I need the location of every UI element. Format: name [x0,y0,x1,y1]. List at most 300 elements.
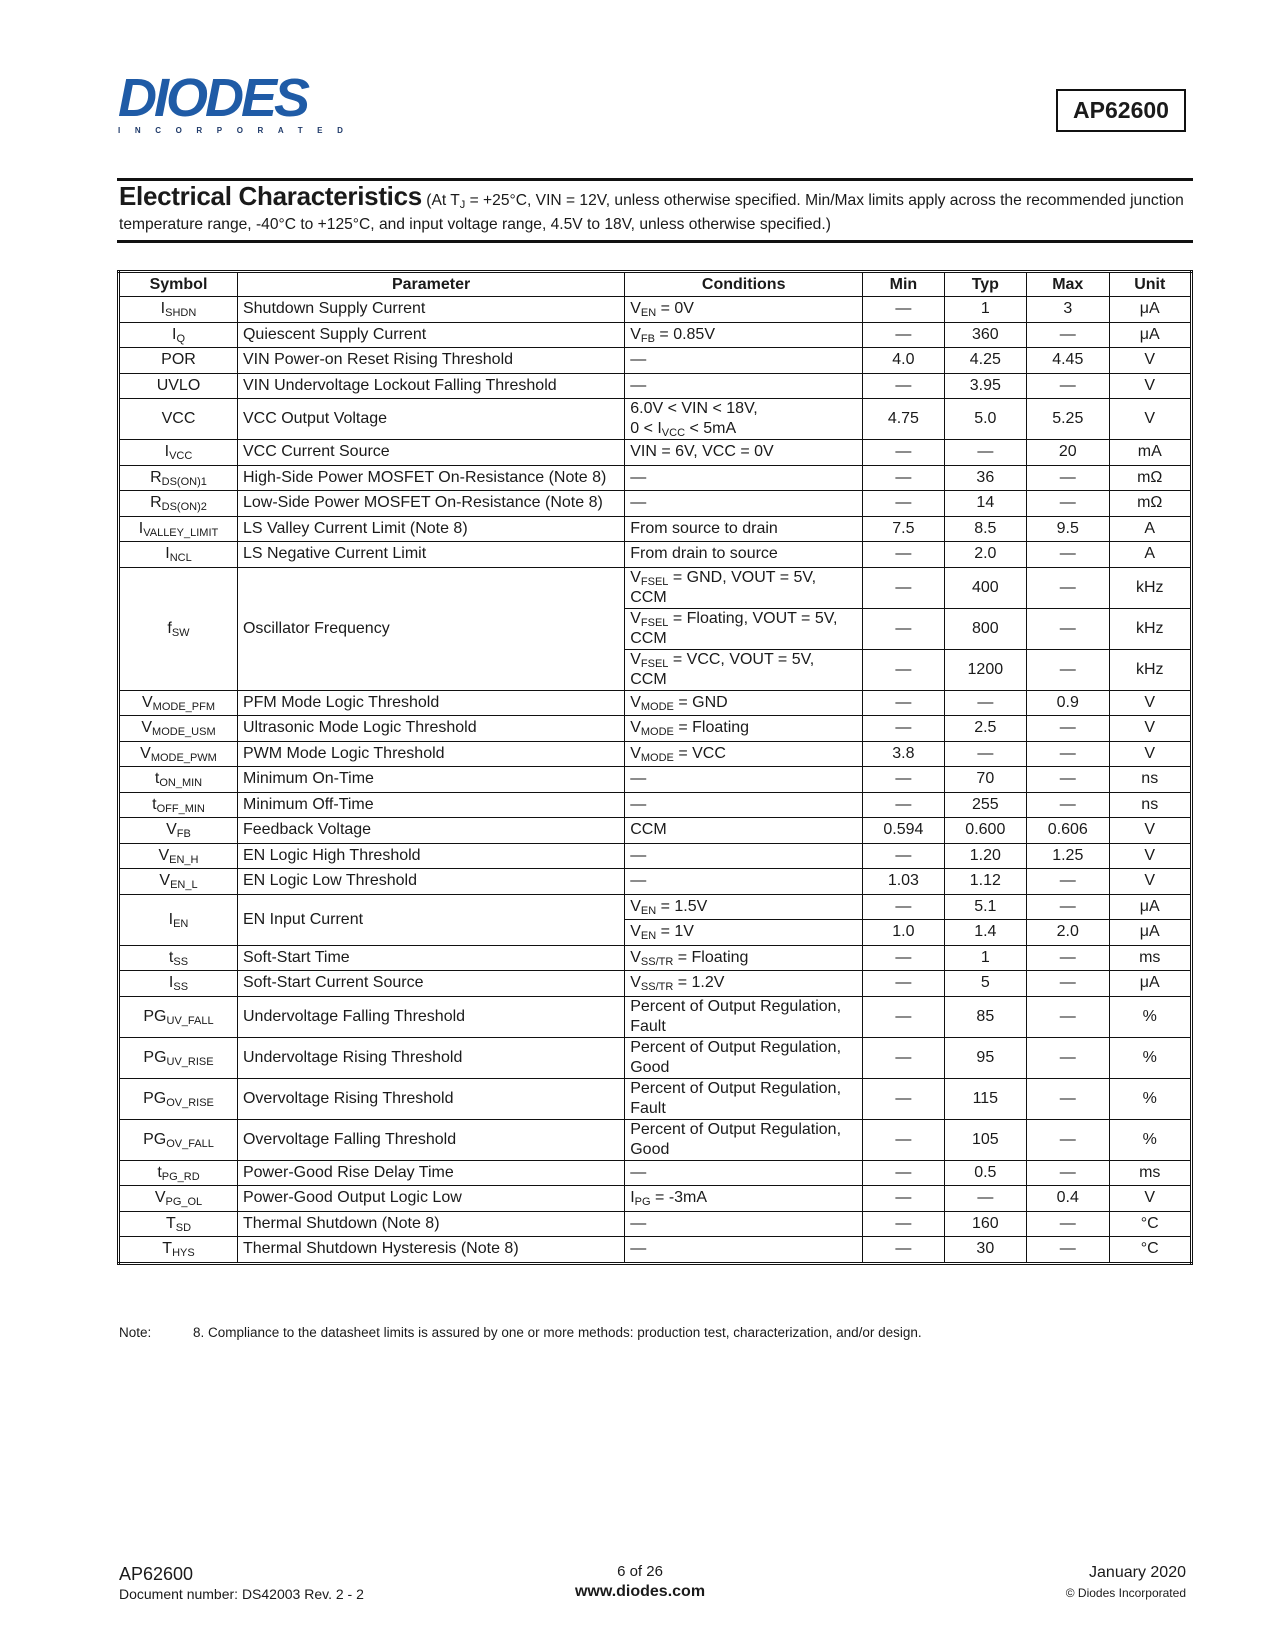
parameter-cell: LS Negative Current Limit [237,542,624,568]
max-cell: — [1027,322,1109,348]
symbol-cell [119,741,238,767]
condition-line [630,468,857,488]
unit-cell: ms [1109,945,1192,971]
symbol-subscript: EN_H [169,853,199,866]
max-cell: 2.0 [1027,920,1109,946]
text: = 0V [656,300,694,318]
text: — [630,846,647,864]
parameter-cell: Minimum Off-Time [237,792,624,818]
typ-cell: 1.4 [944,920,1026,946]
parameter-cell: Feedback Voltage [237,818,624,844]
symbol-cell [119,945,238,971]
section-heading [119,181,1191,237]
typ-cell: 4.25 [944,348,1026,374]
text: V [141,693,153,711]
conditions-cell [625,843,863,869]
parameter-cell: Overvoltage Rising Threshold [237,1078,624,1119]
min-cell: — [863,767,944,793]
text: T [162,1240,173,1258]
table-row [119,945,1192,971]
symbol-cell [119,373,238,399]
parameter-cell: PWM Mode Logic Threshold [237,741,624,767]
symbol-cell [119,297,238,323]
unit-cell: V [1109,373,1192,399]
symbol-cell [119,869,238,895]
max-cell: — [1027,716,1109,742]
min-cell: — [863,440,944,466]
symbol-cell [119,818,238,844]
unit-cell: kHz [1109,608,1192,649]
symbol-subscript: ON_MIN [159,777,203,790]
text: V [154,1189,166,1207]
typ-cell: 36 [944,465,1026,491]
unit-cell: V [1109,1186,1192,1212]
parameter-cell: Power-Good Output Logic Low [237,1186,624,1212]
text: t [157,1163,162,1181]
text: V [630,719,641,737]
text: t [152,795,157,813]
table-body [119,297,1192,1264]
table-row [119,767,1192,793]
parameter-cell: Ultrasonic Mode Logic Threshold [237,716,624,742]
unit-cell: % [1109,1037,1192,1078]
condition-line [630,325,857,345]
symbol-subscript: VCC [169,450,193,463]
text: = Floating, VOUT = 5V, [668,609,838,627]
typ-cell: 14 [944,491,1026,517]
unit-cell: μA [1109,920,1192,946]
min-cell: — [863,649,944,690]
symbol-subscript: OV_FALL [166,1137,214,1150]
symbol-subscript: PG_OL [165,1196,203,1209]
text: VCC [161,410,196,427]
min-cell: — [863,1037,944,1078]
symbol-cell [119,1237,238,1264]
text: = Floating [673,948,749,966]
text: Good [630,1058,670,1076]
max-cell: — [1027,649,1109,690]
table-row [119,1037,1192,1078]
condition-line [630,376,857,396]
footer-right [1066,1563,1186,1603]
typ-cell: 1.20 [944,843,1026,869]
text: I [171,325,177,343]
text: V [630,948,641,966]
condition-line [630,718,857,738]
typ-cell: 160 [944,1211,1026,1237]
typ-cell: — [944,440,1026,466]
min-cell: — [863,894,944,920]
parameter-cell: Thermal Shutdown (Note 8) [237,1211,624,1237]
symbol-cell [119,491,238,517]
min-cell: — [863,792,944,818]
symbol-subscript: SD [175,1221,192,1234]
max-cell: — [1027,608,1109,649]
condition-line [630,1058,857,1078]
unit-cell: V [1109,818,1192,844]
text: = 1.2V [673,974,725,992]
symbol-cell [119,1160,238,1186]
max-cell: — [1027,1237,1109,1264]
table-row [119,1237,1192,1264]
parameter-cell: LS Valley Current Limit (Note 8) [237,516,624,542]
typ-cell: 5.0 [944,399,1026,440]
unit-cell: μA [1109,322,1192,348]
page-number: 6 of 26 [617,1563,663,1580]
table-row [119,516,1192,542]
website-link[interactable]: www.diodes.com [574,1583,706,1600]
symbol-cell [119,1119,238,1160]
unit-cell: A [1109,516,1192,542]
min-cell: 0.594 [863,818,944,844]
min-cell: 4.75 [863,399,944,440]
parameter-cell: EN Input Current [237,894,624,945]
condition-line [630,1163,857,1183]
max-cell: — [1027,996,1109,1037]
conditions-cell [625,491,863,517]
symbol-cell [119,1037,238,1078]
conditions-cell [625,894,863,920]
symbol-cell [119,716,238,742]
note-text: 8. Compliance to the datasheet limits is assured by one or more methods: production test, characterization, and/or design. [193,1325,922,1340]
max-cell: 20 [1027,440,1109,466]
text: PG [143,1048,167,1066]
max-cell: — [1027,945,1109,971]
symbol-subscript: MODE_PWM [150,751,217,764]
text: — [630,770,647,788]
min-cell: — [863,1078,944,1119]
footer-left [119,1563,364,1603]
condition-line [630,650,857,670]
parameter-cell: Soft-Start Current Source [237,971,624,997]
text: — [630,1240,647,1258]
conditions-cell [625,1160,863,1186]
text: UVLO [156,376,201,394]
condition-line [630,846,857,866]
max-cell: 3 [1027,297,1109,323]
symbol-subscript: SS [173,981,189,994]
text: From drain to source [630,545,778,563]
column-header: Max [1027,272,1109,297]
conditions-cell [625,767,863,793]
text: I [630,1189,635,1207]
symbol-cell [119,792,238,818]
conditions-cell [625,945,863,971]
text: — [630,376,647,394]
parameter-cell: Overvoltage Falling Threshold [237,1119,624,1160]
condition-line [630,544,857,564]
max-cell: — [1027,1078,1109,1119]
header-rule-bottom [117,240,1193,243]
symbol-cell [119,399,238,440]
condition-subscript: MODE [640,700,674,713]
parameter-cell: Soft-Start Time [237,945,624,971]
max-cell: — [1027,894,1109,920]
condition-subscript: FSEL [640,575,669,588]
typ-cell: 0.5 [944,1160,1026,1186]
table-row [119,1078,1192,1119]
condition-line [630,1038,857,1058]
parameter-cell: VCC Current Source [237,440,624,466]
condition-line [630,519,857,539]
symbol-cell [119,542,238,568]
condition-subscript: EN [640,307,657,320]
min-cell: — [863,690,944,716]
text: POR [161,351,196,369]
min-cell: — [863,996,944,1037]
max-cell: — [1027,1211,1109,1237]
parameter-cell: High-Side Power MOSFET On-Resistance (Note 8) [237,465,624,491]
max-cell: 5.25 [1027,399,1109,440]
footer-date: January 2020 [1089,1564,1186,1581]
conditions-cell [625,348,863,374]
text: I [160,300,166,318]
footnote [119,1325,922,1340]
min-cell: 1.0 [863,920,944,946]
table-row [119,1186,1192,1212]
typ-cell: 2.5 [944,716,1026,742]
max-cell: — [1027,869,1109,895]
text: V [141,719,153,737]
table-row [119,996,1192,1037]
unit-cell: V [1109,869,1192,895]
condition-line [630,493,857,513]
unit-cell: % [1109,996,1192,1037]
text: V [630,974,641,992]
symbol-cell [119,322,238,348]
unit-cell: kHz [1109,649,1192,690]
condition-subscript: MODE [640,726,674,739]
text: Percent of Output Regulation, [630,997,842,1015]
unit-cell: ns [1109,767,1192,793]
text: = Floating [673,719,750,737]
conditions-cell [625,440,863,466]
table-row [119,716,1192,742]
condition-subscript: FB [640,332,655,345]
parameter-cell: VIN Power-on Reset Rising Threshold [237,348,624,374]
text: — [630,351,647,369]
condition-line [630,1140,857,1160]
text: V [630,693,641,711]
unit-cell: A [1109,542,1192,568]
condition-subscript: PG [634,1196,651,1209]
condition-line [630,299,857,319]
condition-subscript: EN [640,930,657,943]
text: — [630,795,647,813]
table-row [119,843,1192,869]
parameter-cell: VCC Output Voltage [237,399,624,440]
symbol-subscript: SW [171,626,190,639]
text: = 0.85V [654,325,715,343]
min-cell: 7.5 [863,516,944,542]
table-row [119,1211,1192,1237]
text: = GND, VOUT = 5V, [668,568,817,586]
table-row [119,348,1192,374]
condition-subscript: SS/TR [640,955,674,968]
table-row [119,297,1192,323]
conditions-cell [625,1037,863,1078]
max-cell: 9.5 [1027,516,1109,542]
table-row [119,690,1192,716]
conditions-cell [625,792,863,818]
symbol-subscript: UV_FALL [166,1014,214,1027]
text: f [167,619,172,637]
max-cell: 0.4 [1027,1186,1109,1212]
typ-cell: 70 [944,767,1026,793]
condition-line [630,871,857,891]
condition-line [630,922,857,942]
conditions-cell [625,297,863,323]
symbol-subscript: VALLEY_LIMIT [143,526,219,539]
unit-cell: V [1109,348,1192,374]
min-cell: 1.03 [863,869,944,895]
column-header: Conditions [625,272,863,297]
condition-line [630,693,857,713]
condition-line [630,1079,857,1099]
text: V [630,325,641,343]
min-cell: — [863,542,944,568]
min-cell: — [863,373,944,399]
section-title: Electrical Characteristics [119,181,422,211]
min-cell: — [863,1211,944,1237]
table-header-row [119,272,1192,297]
unit-cell: mΩ [1109,491,1192,517]
conditions-cell [625,1211,863,1237]
text: V [630,650,641,668]
text: Fault [630,1099,666,1117]
min-cell: — [863,297,944,323]
table-row [119,322,1192,348]
symbol-cell [119,348,238,374]
text: R [150,494,162,512]
table-row [119,491,1192,517]
unit-cell: V [1109,716,1192,742]
unit-cell: kHz [1109,567,1192,608]
typ-cell: 1 [944,945,1026,971]
text: R [150,468,162,486]
text: V [159,872,171,890]
symbol-subscript: OFF_MIN [156,802,205,815]
symbol-cell [119,894,238,945]
typ-cell: 2.0 [944,542,1026,568]
unit-cell: % [1109,1078,1192,1119]
conditions-cell [625,1237,863,1264]
table-row [119,399,1192,440]
condition-subscript: VCC [661,427,686,439]
text: V [166,821,177,839]
logo-wordmark: DIODES [118,68,308,128]
symbol-subscript: EN [173,917,189,930]
symbol-cell [119,440,238,466]
typ-cell: 30 [944,1237,1026,1264]
part-number-box: AP62600 [1056,89,1186,132]
condition-subscript: MODE [640,751,674,764]
max-cell: — [1027,767,1109,793]
company-logo [118,68,358,135]
text: V [630,923,641,941]
symbol-subscript: MODE_PFM [152,700,215,713]
parameter-cell: Shutdown Supply Current [237,297,624,323]
condition-line [630,948,857,968]
max-cell: 0.606 [1027,818,1109,844]
text: V [630,568,641,586]
symbol-subscript: NCL [169,552,192,565]
min-cell: — [863,945,944,971]
condition-line [630,350,857,370]
typ-cell: 5.1 [944,894,1026,920]
condition-subscript: SS/TR [640,981,674,994]
parameter-cell: EN Logic High Threshold [237,843,624,869]
parameter-cell: PFM Mode Logic Threshold [237,690,624,716]
typ-cell: 3.95 [944,373,1026,399]
typ-cell: 1 [944,297,1026,323]
condition-line [630,1239,857,1259]
condition-line [630,1120,857,1140]
unit-cell: V [1109,741,1192,767]
parameter-cell: Undervoltage Falling Threshold [237,996,624,1037]
section-conditions: (At $T_J = +25^\circ C$, VIN = 12V, unless otherwise specified. Min/Max limits apply across the recommended junction temperature range, -40°C to +125°C, and input voltage range, 4.5V to 18V, unless otherwise specified.) [119,192,1184,233]
unit-cell: °C [1109,1237,1192,1264]
typ-cell: 115 [944,1078,1026,1119]
unit-cell: V [1109,690,1192,716]
note-label: Note: [119,1325,152,1340]
table-row [119,440,1192,466]
typ-cell: 105 [944,1119,1026,1160]
min-cell: — [863,567,944,608]
text: From source to drain [630,519,778,537]
unit-cell: % [1109,1119,1192,1160]
text: t [168,948,174,966]
text: V [630,300,641,318]
table-row [119,567,1192,608]
electrical-characteristics-table [117,270,1193,1265]
condition-line: CCM [630,670,667,688]
condition-line [630,820,857,840]
text: PG [143,1130,167,1148]
conditions-cell [625,465,863,491]
symbol-cell [119,465,238,491]
text: = VCC, VOUT = 5V, [668,650,815,668]
symbol-subscript: FB [176,828,191,841]
table-row [119,971,1192,997]
column-header: Parameter [237,272,624,297]
typ-cell: 95 [944,1037,1026,1078]
min-cell: — [863,465,944,491]
unit-cell: V [1109,843,1192,869]
min-cell: — [863,716,944,742]
symbol-cell [119,567,238,690]
typ-cell: 255 [944,792,1026,818]
unit-cell: μA [1109,894,1192,920]
typ-cell: 85 [944,996,1026,1037]
min-cell: — [863,1119,944,1160]
text: I [164,443,170,461]
min-cell: — [863,1237,944,1264]
text: Good [630,1140,670,1158]
condition-line [630,795,857,815]
text: — [630,1163,647,1181]
text: I [165,545,170,563]
footer-copyright: © Diodes Incorporated [1065,1586,1186,1600]
symbol-subscript: HYS [172,1247,195,1260]
text: I [138,519,144,537]
condition-line [630,897,857,917]
condition-line [630,399,857,419]
conditions-cell [625,373,863,399]
max-cell: — [1027,1160,1109,1186]
min-cell: — [863,843,944,869]
symbol-cell [119,843,238,869]
